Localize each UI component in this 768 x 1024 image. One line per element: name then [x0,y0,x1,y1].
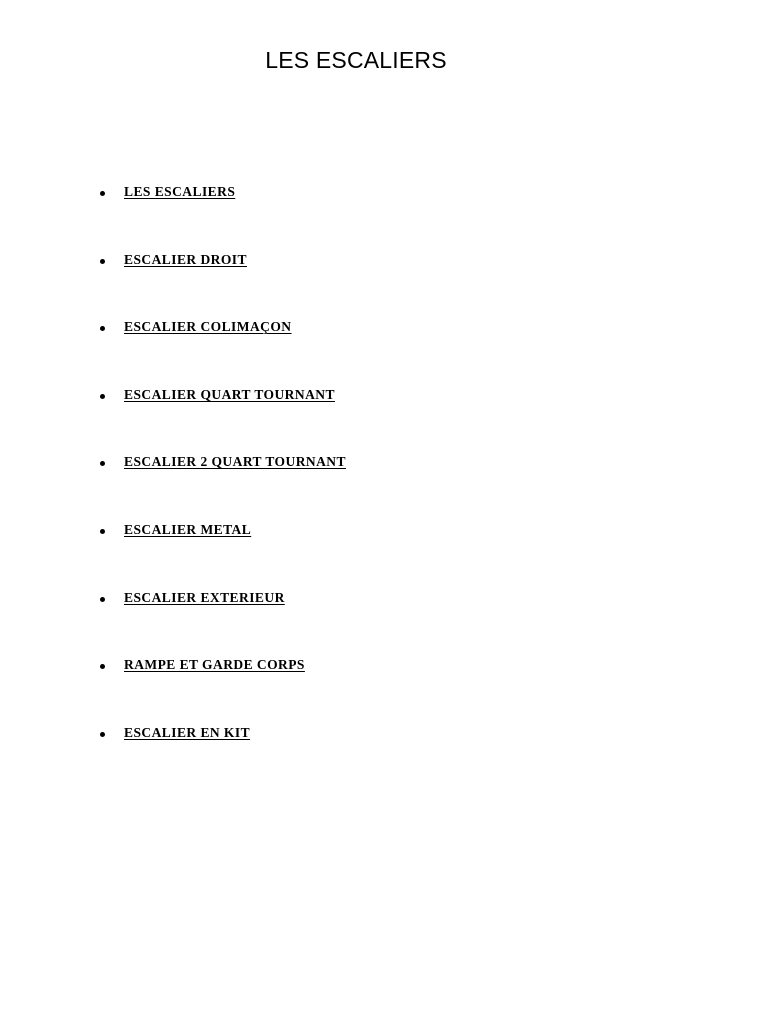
link-escalier-droit[interactable]: ESCALIER DROIT [124,251,247,267]
bullet-icon [100,732,105,737]
bullet-icon [100,259,105,264]
bullet-icon [100,191,105,196]
bullet-icon [100,461,105,466]
bullet-icon [100,597,105,602]
link-escalier-quart-tournant[interactable]: ESCALIER QUART TOURNANT [124,386,335,402]
link-escalier-2-quart-tournant[interactable]: ESCALIER 2 QUART TOURNANT [124,454,346,470]
link-escalier-en-kit[interactable]: ESCALIER EN KIT [124,724,251,740]
page-title: LES ESCALIERS [265,47,447,73]
bullet-icon [100,394,105,399]
bullet-icon [100,529,105,534]
link-escalier-metal[interactable]: ESCALIER METAL [124,521,252,537]
bullet-icon [100,326,105,331]
link-escalier-exterieur[interactable]: ESCALIER EXTERIEUR [124,589,285,605]
link-escalier-colimacon[interactable]: ESCALIER COLIMAÇON [124,319,292,335]
link-rampe-et-garde-corps[interactable]: RAMPE ET GARDE CORPS [124,657,305,673]
bullet-icon [100,664,105,669]
link-les-escaliers[interactable]: LES ESCALIERS [124,184,236,199]
